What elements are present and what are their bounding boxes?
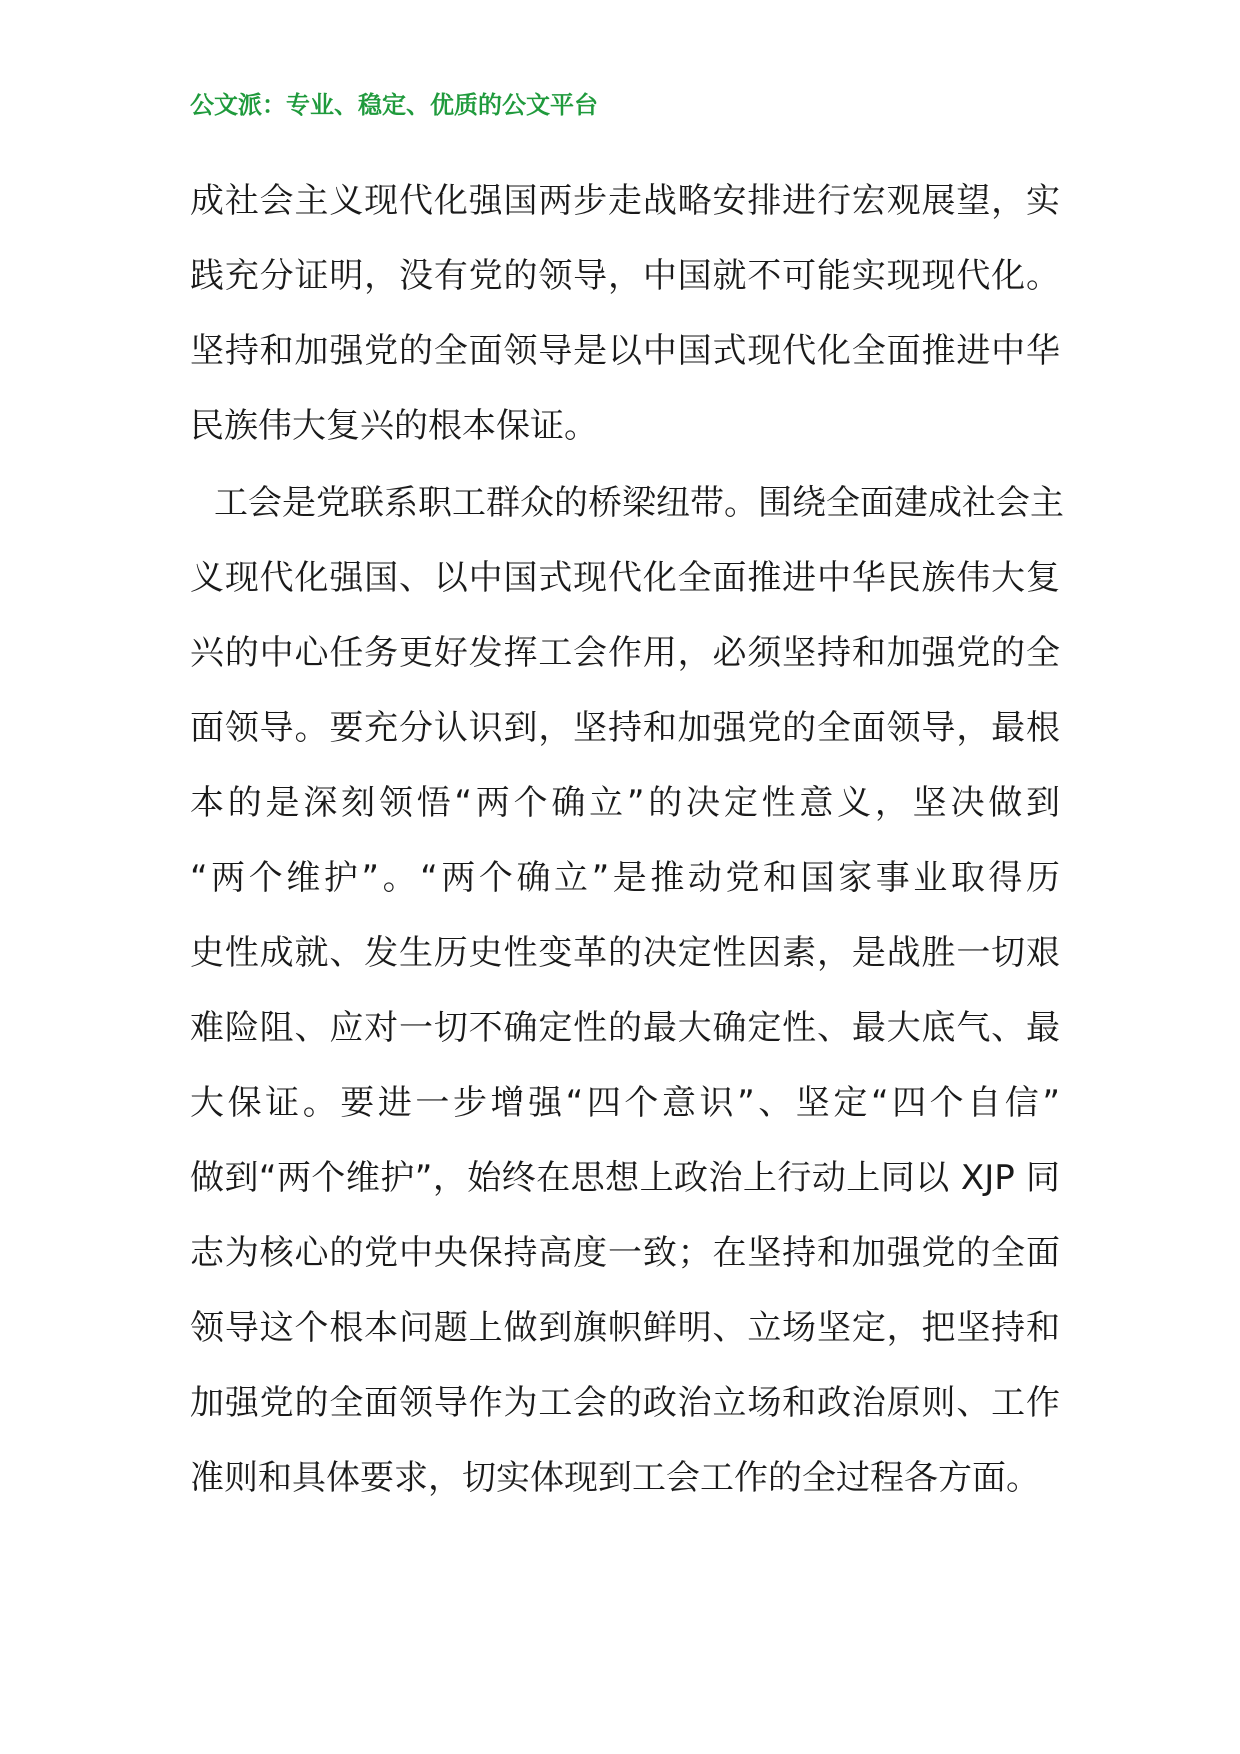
paragraph-line: 难险阻、应对一切不确定性的最大确定性、最大底气、最	[190, 1008, 1060, 1048]
paragraph-line: 兴的中心任务更好发挥工会作用，必须坚持和加强党的全	[190, 633, 1060, 673]
paragraph-line: 做到“两个维护”，始终在思想上政治上行动上同以 XJP 同	[190, 1158, 1060, 1198]
paragraph-line: 史性成就、发生历史性变革的决定性因素，是战胜一切艰	[190, 933, 1060, 973]
paragraph-line: 本的是深刻领悟“两个确立”的决定性意义，坚决做到	[190, 783, 1060, 823]
paragraph-line: 践充分证明，没有党的领导，中国就不可能实现现代化。	[190, 256, 1060, 296]
paragraph-line: 坚持和加强党的全面领导是以中国式现代化全面推进中华	[190, 331, 1060, 371]
paragraph-line: 志为核心的党中央保持高度一致；在坚持和加强党的全面	[190, 1233, 1060, 1273]
paragraph-line: 民族伟大复兴的根本保证。	[190, 406, 598, 446]
paragraph-line: 义现代化强国、以中国式现代化全面推进中华民族伟大复	[190, 558, 1060, 598]
header-slogan: 公文派：专业、稳定、优质的公文平台	[190, 91, 598, 119]
paragraph-line: 大保证。要进一步增强“四个意识”、坚定“四个自信”	[190, 1083, 1060, 1123]
paragraph-2	[190, 466, 1064, 1516]
paragraph-line: “两个维护”。“两个确立”是推动党和国家事业取得历	[190, 858, 1060, 898]
paragraph-line: 加强党的全面领导作为工会的政治立场和政治原则、工作	[190, 1383, 1060, 1423]
paragraph-line: 面领导。要充分认识到，坚持和加强党的全面领导，最根	[190, 708, 1060, 748]
paragraph-1	[190, 164, 1060, 464]
paragraph-line: 成社会主义现代化强国两步走战略安排进行宏观展望，实	[190, 181, 1060, 221]
paragraph-line: 准则和具体要求，切实体现到工会工作的全过程各方面。	[190, 1458, 1040, 1498]
document-body	[190, 164, 1064, 1516]
paragraph-line: 工会是党联系职工群众的桥梁纽带。围绕全面建成社会主	[214, 483, 1064, 523]
paragraph-line: 领导这个根本问题上做到旗帜鲜明、立场坚定，把坚持和	[190, 1308, 1060, 1348]
